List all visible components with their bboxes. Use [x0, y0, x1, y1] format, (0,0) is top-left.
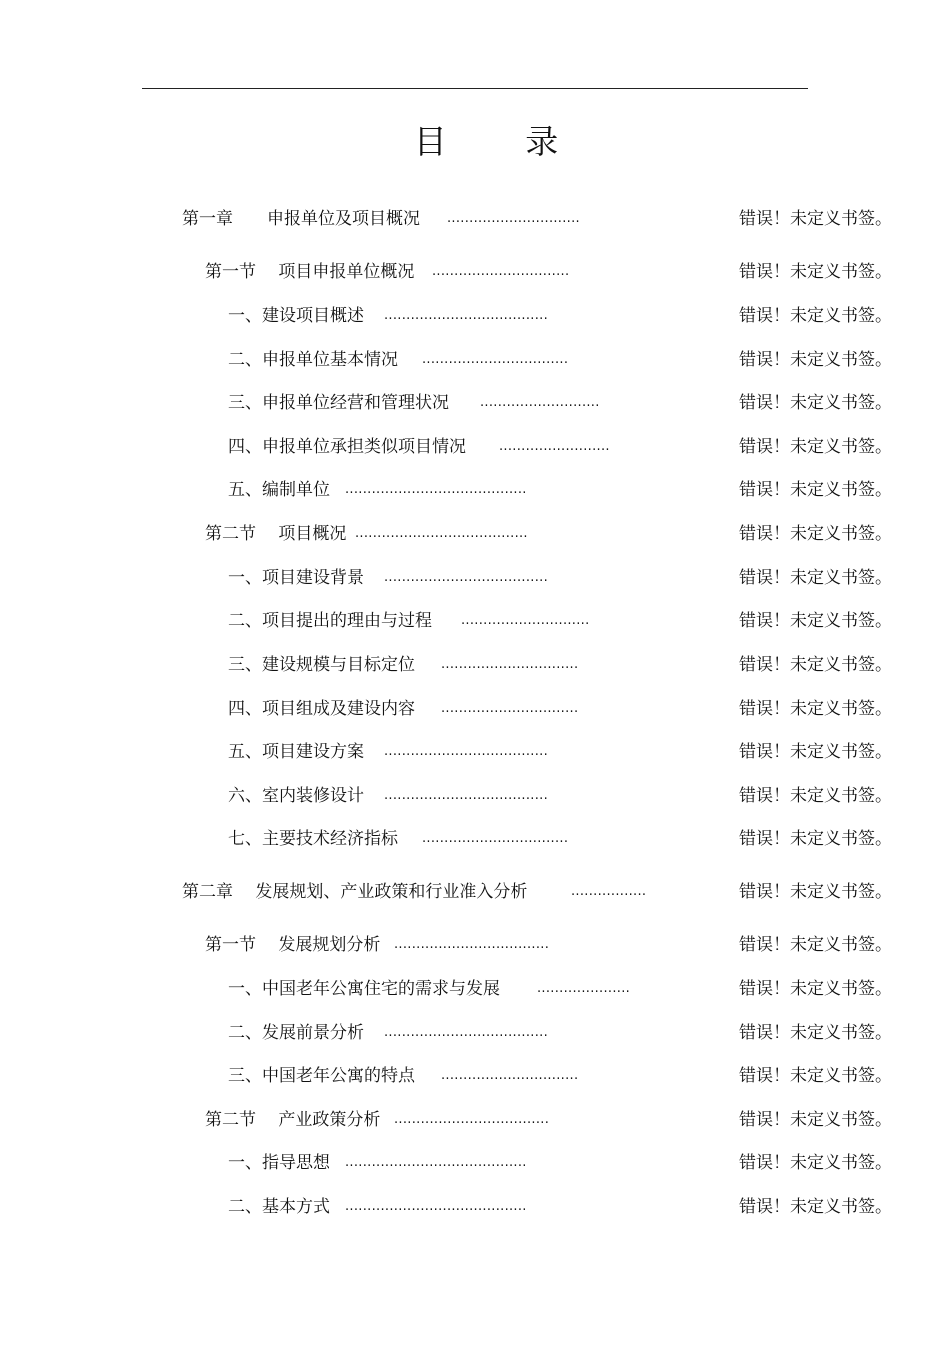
toc-entry-leader: ..............................	[447, 211, 580, 226]
toc-entry[interactable]	[0, 1108, 950, 1132]
toc-entry[interactable]	[0, 977, 950, 1001]
toc-entry-label: 二、发展前景分析	[228, 1023, 364, 1043]
toc-entry-label: 六、室内装修设计	[228, 786, 364, 806]
toc-entry-label: 一、项目建设背景	[228, 568, 364, 588]
toc-entry-page-ref: 错误！未定义书签。	[739, 306, 892, 326]
toc-entry-label: 三、中国老年公寓的特点	[228, 1066, 415, 1086]
toc-entry[interactable]	[0, 609, 950, 633]
toc-entry[interactable]	[0, 1195, 950, 1219]
toc-entry[interactable]	[0, 653, 950, 677]
toc-entry-page-ref: 错误！未定义书签。	[739, 611, 892, 631]
toc-entry-page-ref: 错误！未定义书签。	[739, 437, 892, 457]
toc-entry[interactable]	[0, 1151, 950, 1175]
toc-entry-leader: ...................................	[394, 1112, 550, 1127]
toc-entry-page-ref: 错误！未定义书签。	[739, 1066, 892, 1086]
toc-entry[interactable]	[0, 348, 950, 372]
toc-entry-page-ref: 错误！未定义书签。	[739, 742, 892, 762]
toc-entry-leader: .........................................	[345, 482, 527, 497]
toc-entry-label: 一、建设项目概述	[228, 306, 364, 326]
toc-entry[interactable]	[0, 522, 950, 546]
toc-entry-leader: .........................................	[345, 1155, 527, 1170]
toc-entry-leader: ...............................	[432, 264, 570, 279]
toc-entry-label: 二、项目提出的理由与过程	[228, 611, 432, 631]
toc-entry-leader: .....................................	[384, 1025, 548, 1040]
toc-entry-label: 三、申报单位经营和管理状况	[228, 393, 449, 413]
toc-entry[interactable]	[0, 697, 950, 721]
toc-entry-leader: .........................................	[345, 1199, 527, 1214]
toc-entry-label: 四、申报单位承担类似项目情况	[228, 437, 466, 457]
toc-entry-label: 五、编制单位	[228, 480, 330, 500]
toc-entry-label: 第一节 项目申报单位概况	[205, 262, 415, 282]
toc-entry[interactable]	[0, 207, 950, 231]
toc-entry-label: 一、中国老年公寓住宅的需求与发展	[228, 979, 500, 999]
toc-entry-page-ref: 错误！未定义书签。	[739, 262, 892, 282]
toc-entry-page-ref: 错误！未定义书签。	[739, 524, 892, 544]
toc-entry-label: 二、基本方式	[228, 1197, 330, 1217]
toc-entry[interactable]	[0, 478, 950, 502]
toc-entry-label: 一、指导思想	[228, 1153, 330, 1173]
toc-entry-page-ref: 错误！未定义书签。	[739, 568, 892, 588]
toc-entry-page-ref: 错误！未定义书签。	[739, 979, 892, 999]
toc-entry-page-ref: 错误！未定义书签。	[739, 655, 892, 675]
toc-entry-page-ref: 错误！未定义书签。	[739, 935, 892, 955]
toc-entry[interactable]	[0, 784, 950, 808]
toc-entry-label: 七、主要技术经济指标	[228, 829, 398, 849]
toc-entry-page-ref: 错误！未定义书签。	[739, 209, 892, 229]
toc-entry[interactable]	[0, 827, 950, 851]
toc-entry-leader: .....................................	[384, 570, 548, 585]
toc-entry-leader: .......................................	[355, 526, 528, 541]
toc-entry-page-ref: 错误！未定义书签。	[739, 393, 892, 413]
toc-entry-page-ref: 错误！未定义书签。	[739, 786, 892, 806]
toc-entry-leader: .....................................	[384, 308, 548, 323]
toc-entry-leader: ...............................	[441, 657, 579, 672]
toc-entry[interactable]	[0, 933, 950, 957]
toc-entry-label: 第一章 申报单位及项目概况	[182, 209, 420, 229]
toc-entry-leader: .....................	[537, 981, 631, 996]
toc-entry[interactable]	[0, 566, 950, 590]
toc-entry[interactable]	[0, 1021, 950, 1045]
header-rule	[142, 88, 808, 89]
toc-entry-label: 第一节 发展规划分析	[205, 935, 381, 955]
toc-entry-page-ref: 错误！未定义书签。	[739, 829, 892, 849]
toc-title: 目 录	[413, 122, 593, 161]
toc-entry-page-ref: 错误！未定义书签。	[739, 480, 892, 500]
toc-entry-label: 五、项目建设方案	[228, 742, 364, 762]
toc-entry-label: 第二节 项目概况	[205, 524, 347, 544]
toc-entry-label: 四、项目组成及建设内容	[228, 699, 415, 719]
toc-entry-leader: .................................	[422, 352, 569, 367]
toc-entry-leader: ...........................	[480, 395, 600, 410]
toc-entry-leader: .....................................	[384, 788, 548, 803]
toc-entry[interactable]	[0, 260, 950, 284]
toc-entry-leader: .............................	[461, 613, 590, 628]
toc-entry-label: 第二节 产业政策分析	[205, 1110, 381, 1130]
toc-entry[interactable]	[0, 304, 950, 328]
toc-entry-leader: .........................	[499, 439, 610, 454]
toc-entry-page-ref: 错误！未定义书签。	[739, 1197, 892, 1217]
toc-entry-page-ref: 错误！未定义书签。	[739, 882, 892, 902]
toc-entry[interactable]	[0, 740, 950, 764]
toc-entry-leader: .................	[571, 884, 647, 899]
toc-entry[interactable]	[0, 1064, 950, 1088]
toc-entry-leader: ...............................	[441, 1068, 579, 1083]
toc-entry-leader: .................................	[422, 831, 569, 846]
toc-entry-leader: .....................................	[384, 744, 548, 759]
toc-entry-page-ref: 错误！未定义书签。	[739, 1023, 892, 1043]
toc-entry-leader: ...............................	[441, 701, 579, 716]
toc-entry[interactable]	[0, 880, 950, 904]
toc-entry-leader: ...................................	[394, 937, 550, 952]
toc-entry[interactable]	[0, 435, 950, 459]
toc-entry-label: 二、申报单位基本情况	[228, 350, 398, 370]
toc-entry[interactable]	[0, 391, 950, 415]
toc-entry-page-ref: 错误！未定义书签。	[739, 699, 892, 719]
toc-entry-label: 三、建设规模与目标定位	[228, 655, 415, 675]
toc-entry-page-ref: 错误！未定义书签。	[739, 350, 892, 370]
toc-entry-page-ref: 错误！未定义书签。	[739, 1110, 892, 1130]
toc-entry-page-ref: 错误！未定义书签。	[739, 1153, 892, 1173]
toc-entry-label: 第二章 发展规划、产业政策和行业准入分析	[182, 882, 528, 902]
